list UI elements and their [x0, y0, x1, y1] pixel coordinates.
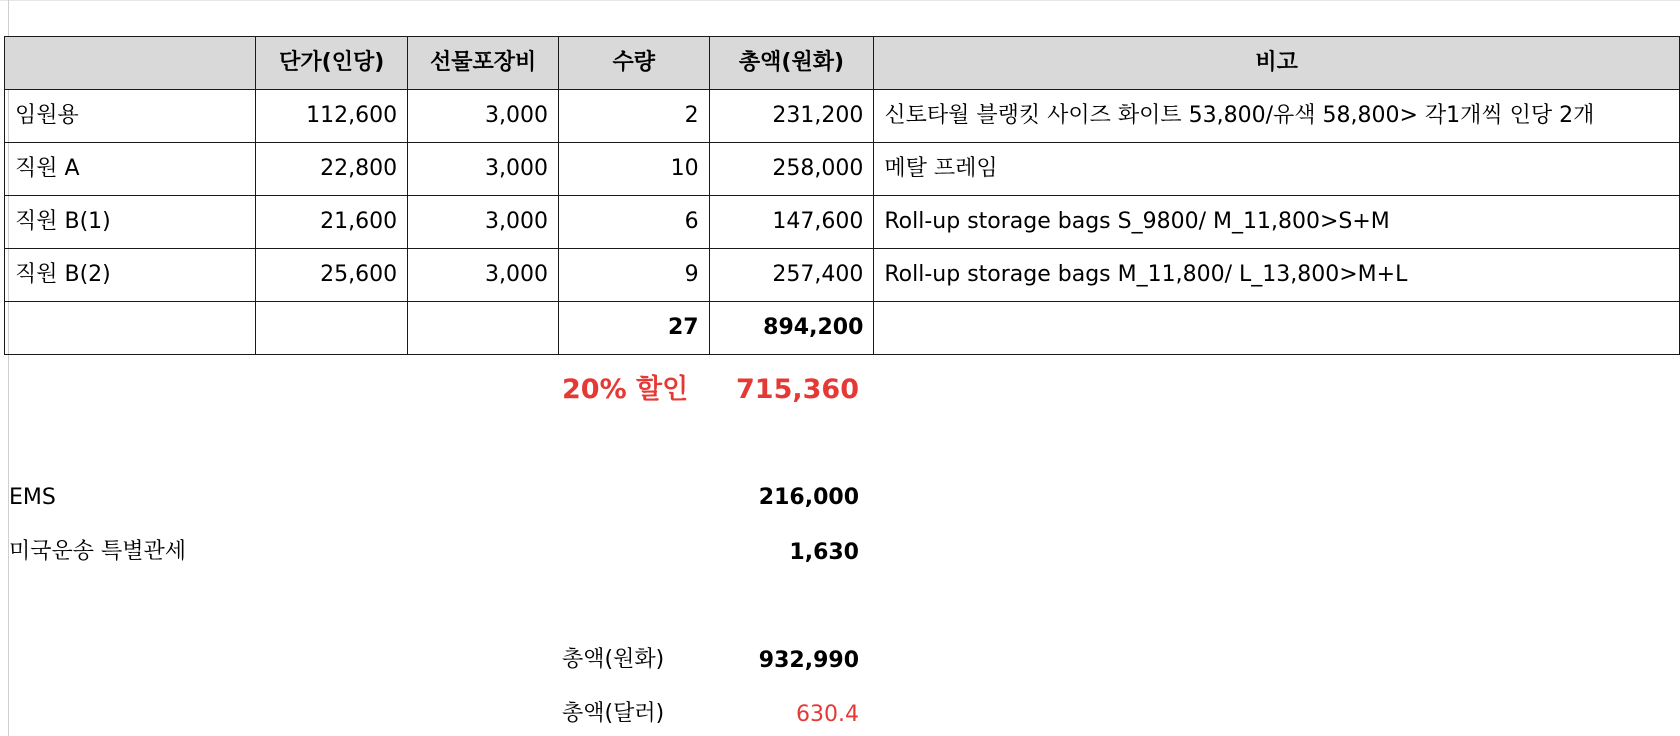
cell-empty[interactable]	[874, 302, 1680, 355]
cell-total[interactable]: 257,400	[709, 249, 874, 302]
cell-quantity[interactable]: 10	[559, 143, 710, 196]
cell-unit-price[interactable]: 21,600	[256, 196, 408, 249]
cell-quantity[interactable]: 9	[559, 249, 710, 302]
sum-total[interactable]: 894,200	[709, 302, 874, 355]
header-cell-quantity[interactable]: 수량	[559, 37, 710, 90]
sum-row	[5, 302, 1680, 355]
cell-total[interactable]: 147,600	[709, 196, 874, 249]
tariff-value[interactable]: 1,630	[789, 540, 859, 565]
cell-empty[interactable]	[408, 302, 559, 355]
cell-total[interactable]: 231,200	[709, 90, 874, 143]
cell-empty[interactable]	[5, 302, 256, 355]
tariff-label[interactable]: 미국운송 특별관세	[9, 539, 187, 564]
cell-wrap-fee[interactable]: 3,000	[408, 143, 559, 196]
cell-wrap-fee[interactable]: 3,000	[408, 249, 559, 302]
budget-table	[4, 36, 1680, 355]
grand-total-krw-label[interactable]: 총액(원화)	[562, 647, 665, 672]
table-row	[5, 249, 1680, 302]
header-cell-name[interactable]	[5, 37, 256, 90]
cell-name[interactable]: 직원 B(2)	[5, 249, 256, 302]
header-cell-note[interactable]: 비고	[874, 37, 1680, 90]
grand-total-usd-label[interactable]: 총액(달러)	[562, 701, 665, 726]
cell-name[interactable]: 임원용	[5, 90, 256, 143]
table-row	[5, 143, 1680, 196]
grand-total-usd-value[interactable]: 630.4	[796, 702, 859, 727]
header-cell-wrap-fee[interactable]: 선물포장비	[408, 37, 559, 90]
cell-note[interactable]: 메탈 프레임	[874, 143, 1680, 196]
cell-unit-price[interactable]: 25,600	[256, 249, 408, 302]
cell-note[interactable]: Roll-up storage bags S_9800/ M_11,800>S+M	[874, 196, 1680, 249]
cell-note[interactable]: 신토타월 블랭킷 사이즈 화이트 53,800/유색 58,800> 각1개씩 인당 2개	[874, 90, 1680, 143]
grand-total-krw-value[interactable]: 932,990	[758, 648, 859, 673]
sum-quantity[interactable]: 27	[559, 302, 710, 355]
cell-quantity[interactable]: 2	[559, 90, 710, 143]
ems-label[interactable]: EMS	[9, 485, 56, 510]
cell-name[interactable]: 직원 A	[5, 143, 256, 196]
cell-unit-price[interactable]: 112,600	[256, 90, 408, 143]
table-row	[5, 196, 1680, 249]
cell-unit-price[interactable]: 22,800	[256, 143, 408, 196]
header-cell-total-krw[interactable]: 총액(원화)	[709, 37, 874, 90]
header-row	[5, 37, 1680, 90]
cell-quantity[interactable]: 6	[559, 196, 710, 249]
cell-total[interactable]: 258,000	[709, 143, 874, 196]
cell-wrap-fee[interactable]: 3,000	[408, 90, 559, 143]
table-row	[5, 90, 1680, 143]
cell-empty[interactable]	[256, 302, 408, 355]
ems-value[interactable]: 216,000	[758, 485, 859, 510]
header-cell-unit-price[interactable]: 단가(인당)	[256, 37, 408, 90]
discount-value[interactable]: 715,360	[736, 374, 859, 405]
discount-label[interactable]: 20% 할인	[562, 374, 689, 405]
cell-name[interactable]: 직원 B(1)	[5, 196, 256, 249]
sheet-top-border	[0, 0, 1680, 1]
cell-note[interactable]: Roll-up storage bags M_11,800/ L_13,800>M+L	[874, 249, 1680, 302]
cell-wrap-fee[interactable]: 3,000	[408, 196, 559, 249]
